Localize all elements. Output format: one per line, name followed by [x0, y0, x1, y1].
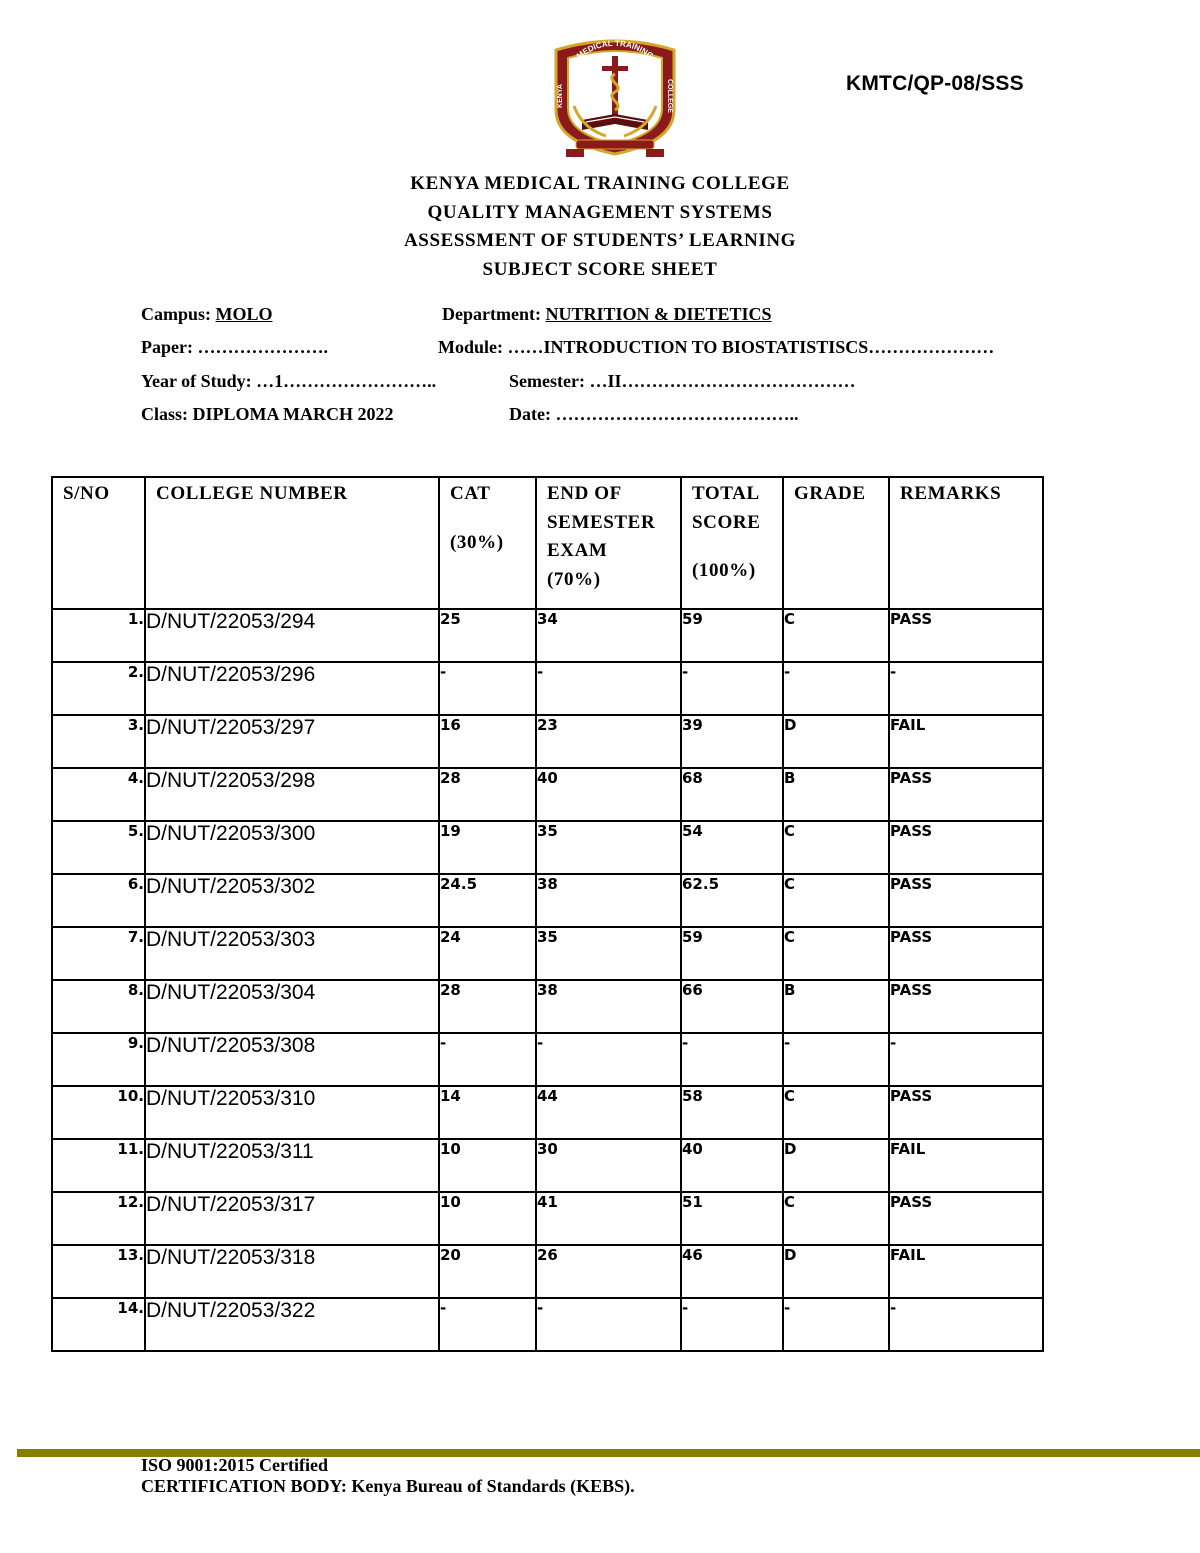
row-cat: 25: [439, 609, 536, 662]
row-college-number: D/NUT/22053/300: [145, 821, 439, 874]
year-of-study-field: Year of Study: …1……………………..: [141, 371, 437, 391]
row-grade: D: [783, 1139, 889, 1192]
row-college-number: D/NUT/22053/302: [145, 874, 439, 927]
row-college-number: D/NUT/22053/322: [145, 1298, 439, 1351]
row-grade: -: [783, 662, 889, 715]
row-total: 46: [681, 1245, 783, 1298]
class-field: Class: DIPLOMA MARCH 2022: [141, 404, 394, 424]
header-total-unit: (100%): [692, 560, 756, 581]
row-total: 40: [681, 1139, 783, 1192]
row-remarks: FAIL: [889, 1139, 1043, 1192]
row-college-number: D/NUT/22053/318: [145, 1245, 439, 1298]
document-code: KMTC/QP-08/SSS: [846, 72, 1024, 95]
row-college-number: D/NUT/22053/311: [145, 1139, 439, 1192]
row-sno: 12.: [52, 1192, 145, 1245]
row-college-number: D/NUT/22053/304: [145, 980, 439, 1033]
header-exam: END OF SEMESTER EXAM (70%): [536, 477, 681, 609]
kmtc-logo: [548, 36, 682, 160]
semester-field: Semester: …II…………………………………: [509, 371, 856, 391]
row-total: 68: [681, 768, 783, 821]
row-sno: 1.: [52, 609, 145, 662]
row-remarks: PASS: [889, 768, 1043, 821]
header-remarks: REMARKS: [889, 477, 1043, 609]
row-remarks: -: [889, 1033, 1043, 1086]
row-exam: 35: [536, 821, 681, 874]
row-sno: 5.: [52, 821, 145, 874]
row-total: -: [681, 1033, 783, 1086]
module-field: Module: ……INTRODUCTION TO BIOSTATISTISCS…………………: [438, 337, 995, 357]
row-cat: 14: [439, 1086, 536, 1139]
row-exam: 44: [536, 1086, 681, 1139]
row-remarks: PASS: [889, 609, 1043, 662]
department-value: NUTRITION & DIETETICS: [545, 304, 772, 324]
table-row: [52, 1192, 1043, 1245]
row-exam: -: [536, 662, 681, 715]
row-total: 54: [681, 821, 783, 874]
table-row: [52, 1139, 1043, 1192]
row-total: 58: [681, 1086, 783, 1139]
row-college-number: D/NUT/22053/310: [145, 1086, 439, 1139]
row-grade: C: [783, 821, 889, 874]
row-sno: 3.: [52, 715, 145, 768]
row-remarks: PASS: [889, 1086, 1043, 1139]
table-row: [52, 662, 1043, 715]
row-sno: 7.: [52, 927, 145, 980]
row-grade: C: [783, 1086, 889, 1139]
row-sno: 2.: [52, 662, 145, 715]
footer-iso: ISO 9001:2015 Certified: [141, 1455, 328, 1475]
row-remarks: -: [889, 1298, 1043, 1351]
row-total: -: [681, 662, 783, 715]
table-row: [52, 821, 1043, 874]
header-college-number: COLLEGE NUMBER: [145, 477, 439, 609]
row-remarks: FAIL: [889, 715, 1043, 768]
header-sno: S/NO: [52, 477, 145, 609]
row-exam: 35: [536, 927, 681, 980]
paper-field: Paper: ………………….: [141, 337, 328, 357]
row-cat: -: [439, 1033, 536, 1086]
row-grade: C: [783, 927, 889, 980]
row-exam: 41: [536, 1192, 681, 1245]
title-score-sheet: SUBJECT SCORE SHEET: [482, 258, 718, 280]
date-field: Date: …………………………………..: [509, 404, 799, 424]
row-remarks: -: [889, 662, 1043, 715]
row-total: 66: [681, 980, 783, 1033]
svg-text:MEDICAL TRAINING: MEDICAL TRAINING: [574, 38, 656, 61]
row-college-number: D/NUT/22053/297: [145, 715, 439, 768]
row-college-number: D/NUT/22053/294: [145, 609, 439, 662]
table-row: [52, 874, 1043, 927]
row-sno: 9.: [52, 1033, 145, 1086]
row-total: 62.5: [681, 874, 783, 927]
row-remarks: PASS: [889, 980, 1043, 1033]
row-exam: 38: [536, 874, 681, 927]
row-cat: 10: [439, 1192, 536, 1245]
header-total: TOTAL SCORE (100%): [681, 477, 783, 609]
table-row: [52, 1298, 1043, 1351]
row-remarks: FAIL: [889, 1245, 1043, 1298]
table-row: [52, 980, 1043, 1033]
row-exam: -: [536, 1298, 681, 1351]
header-cat: CAT (30%): [439, 477, 536, 609]
row-sno: 8.: [52, 980, 145, 1033]
row-exam: 26: [536, 1245, 681, 1298]
row-cat: 16: [439, 715, 536, 768]
row-cat: -: [439, 662, 536, 715]
row-cat: -: [439, 1298, 536, 1351]
row-cat: 24.5: [439, 874, 536, 927]
row-total: 51: [681, 1192, 783, 1245]
row-cat: 20: [439, 1245, 536, 1298]
department-label: Department:: [442, 304, 541, 324]
table-row: [52, 715, 1043, 768]
row-college-number: D/NUT/22053/296: [145, 662, 439, 715]
table-row: [52, 1245, 1043, 1298]
row-college-number: D/NUT/22053/308: [145, 1033, 439, 1086]
row-remarks: PASS: [889, 927, 1043, 980]
row-cat: 10: [439, 1139, 536, 1192]
campus-value: MOLO: [215, 304, 273, 324]
row-college-number: D/NUT/22053/317: [145, 1192, 439, 1245]
row-total: -: [681, 1298, 783, 1351]
row-exam: 38: [536, 980, 681, 1033]
header-cat-unit: (30%): [450, 531, 504, 553]
table-row: [52, 609, 1043, 662]
row-remarks: PASS: [889, 1192, 1043, 1245]
campus-field: [141, 304, 348, 325]
row-exam: 34: [536, 609, 681, 662]
row-grade: B: [783, 980, 889, 1033]
row-sno: 11.: [52, 1139, 145, 1192]
row-grade: C: [783, 874, 889, 927]
header-grade: GRADE: [783, 477, 889, 609]
row-grade: B: [783, 768, 889, 821]
row-exam: 23: [536, 715, 681, 768]
row-sno: 10.: [52, 1086, 145, 1139]
row-sno: 4.: [52, 768, 145, 821]
row-sno: 14.: [52, 1298, 145, 1351]
row-total: 59: [681, 927, 783, 980]
title-college: KENYA MEDICAL TRAINING COLLEGE: [410, 173, 790, 194]
title-qms: QUALITY MANAGEMENT SYSTEMS: [427, 201, 773, 223]
row-remarks: PASS: [889, 821, 1043, 874]
table-row: [52, 1033, 1043, 1086]
row-total: 59: [681, 609, 783, 662]
row-cat: 28: [439, 768, 536, 821]
row-grade: C: [783, 1192, 889, 1245]
title-assessment: ASSESSMENT OF STUDENTS’ LEARNING: [403, 230, 797, 251]
department-field: [442, 304, 772, 325]
row-cat: 24: [439, 927, 536, 980]
row-grade: -: [783, 1033, 889, 1086]
table-row: [52, 927, 1043, 980]
row-college-number: D/NUT/22053/298: [145, 768, 439, 821]
table-row: [52, 1086, 1043, 1139]
svg-text:KENYA: KENYA: [557, 84, 564, 108]
row-grade: D: [783, 715, 889, 768]
row-exam: -: [536, 1033, 681, 1086]
table-header-row: [52, 477, 1043, 609]
row-exam: 30: [536, 1139, 681, 1192]
svg-text:COLLEGE: COLLEGE: [666, 79, 673, 113]
row-exam: 40: [536, 768, 681, 821]
row-remarks: PASS: [889, 874, 1043, 927]
row-grade: C: [783, 609, 889, 662]
row-total: 39: [681, 715, 783, 768]
row-college-number: D/NUT/22053/303: [145, 927, 439, 980]
table-row: [52, 768, 1043, 821]
footer-certification: CERTIFICATION BODY: Kenya Bureau of Standards (KEBS).: [141, 1476, 635, 1496]
campus-label: Campus:: [141, 304, 212, 324]
row-cat: 28: [439, 980, 536, 1033]
header-exam-unit: (70%): [547, 568, 601, 590]
document-titles: [0, 170, 1200, 284]
footer: [141, 1455, 635, 1497]
row-cat: 19: [439, 821, 536, 874]
row-sno: 6.: [52, 874, 145, 927]
row-grade: D: [783, 1245, 889, 1298]
row-grade: -: [783, 1298, 889, 1351]
row-sno: 13.: [52, 1245, 145, 1298]
score-table: [51, 476, 1044, 1352]
